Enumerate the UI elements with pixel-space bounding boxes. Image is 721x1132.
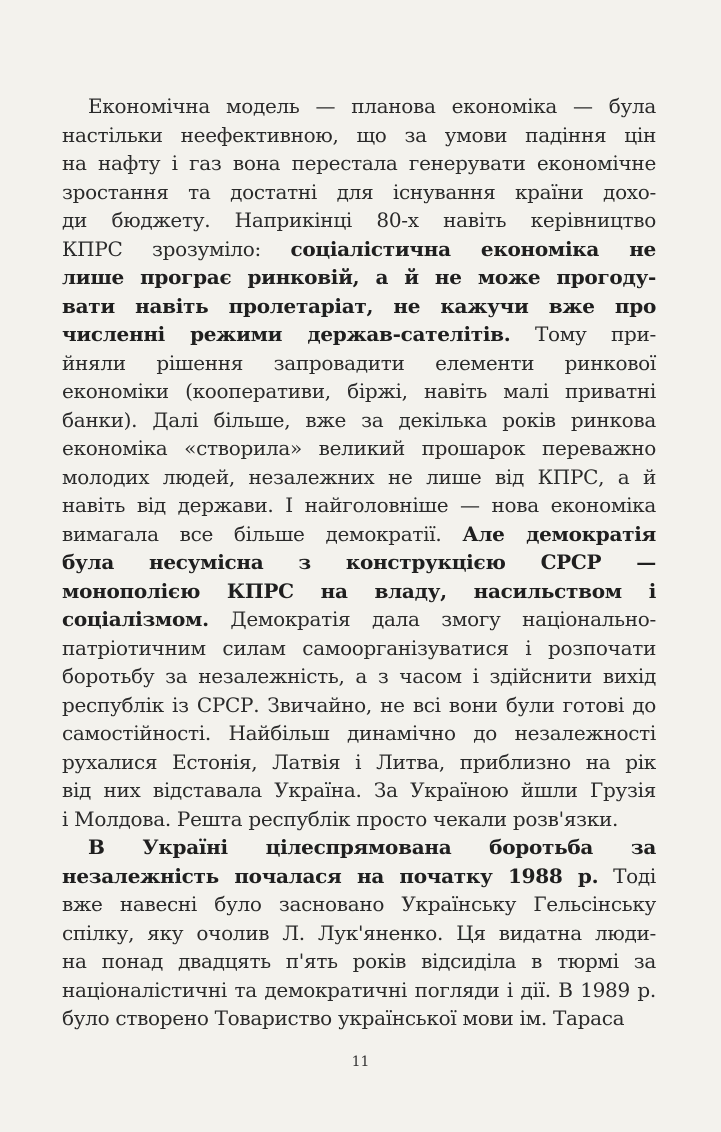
text-segment: настільки неефективною, що за умови падіння цін [62,122,656,147]
text-line [62,434,656,463]
text-line [62,634,656,663]
text-segment: самостійності. Найбільш динамічно до незалежності [62,721,656,745]
text-segment: йняли рішення запровадити елементи ринкової [62,350,656,375]
text-line [62,121,656,150]
text-line [62,719,656,748]
body-text [62,92,656,1033]
text-line [62,178,656,207]
text-line [62,548,656,577]
text-line [62,235,656,264]
bold-text-segment: незалежність почалася на початку 1988 р. [62,863,599,888]
text-segment: КПРС зрозуміло: [62,236,291,261]
text-segment: націоналістичні та демократичні погляди і дії. В 1989 р. [62,977,656,1002]
text-line [62,349,656,378]
text-segment: і Молдова. Решта республік просто чекали розв'язки. [62,806,619,831]
text-segment: вже навесні було засновано Українську Гельсінську [62,892,656,916]
text-segment: навіть від держави. І найголовніше — нова економіка [62,493,656,517]
text-line [62,976,656,1005]
bold-text-segment: численні режими держав-сателітів. [62,322,511,346]
text-segment: було створено Товариство української мови ім. Тараса [62,1006,625,1030]
text-line [62,406,656,435]
text-segment: спілку, яку очолив Л. Лук'яненко. Ця видатна люди- [62,920,656,945]
bold-text-segment: була несумісна з конструкцією СРСР — [62,550,656,574]
text-line [62,577,656,606]
text-segment: зростання та достатні для існування країни дохо- [62,179,656,204]
text-line [62,149,656,178]
text-line [62,377,656,406]
text-line [62,92,656,121]
bold-text-segment: соціалізмом. [62,607,209,631]
text-line [62,805,656,834]
bold-text-segment: вати навіть пролетаріат, не кажучи вже про [62,293,656,318]
text-line [62,919,656,948]
text-segment: ди бюджету. Наприкінці 80-х навіть керівництво [62,208,656,232]
text-line [62,520,656,549]
text-line [62,263,656,292]
text-line [62,605,656,634]
text-line [62,691,656,720]
text-line [62,491,656,520]
text-segment: від них відставала Україна. За Україною йшли Грузія [62,778,656,802]
text-line [62,947,656,976]
text-line [62,890,656,919]
text-line [62,662,656,691]
page-number: 11 [351,1054,370,1070]
text-line [62,862,656,891]
text-segment: вимагала все більше демократії. [62,521,463,546]
text-segment: на нафту і газ вона перестала генерувати економічне [62,151,656,175]
text-segment: Економічна модель — планова економіка — була [88,94,656,118]
text-segment: Тому при- [510,322,656,346]
text-segment: рухалися Естонія, Латвія і Литва, приблизно на рік [62,749,656,774]
text-line [62,833,656,862]
bold-text-segment: лише програє ринковій, а й не може прогоду- [62,265,656,289]
text-line [62,320,656,349]
text-segment: патріотичним силам самоорганізуватися і розпочати [62,635,656,660]
text-line [62,748,656,777]
text-segment: економіка «створила» великий прошарок переважно [62,436,656,460]
text-segment: боротьбу за незалежність, а з часом і здійснити вихід [62,664,656,688]
text-segment: Демократія дала змогу національно- [208,607,656,631]
bold-text-segment: В Україні цілеспрямована боротьба за [88,835,656,859]
bold-text-segment: соціалістична економіка не [290,236,656,261]
text-line [62,463,656,492]
text-segment: банки). Далі більше, вже за декілька років ринкова [62,407,656,432]
text-line [62,776,656,805]
text-line [62,206,656,235]
bold-text-segment: Але демократія [462,521,656,546]
text-segment: республік із СРСР. Звичайно, не всі вони були готові до [62,692,656,717]
text-line [62,292,656,321]
text-segment: економіки (кооперативи, біржі, навіть малі приватні [62,379,656,403]
text-line [62,1004,656,1033]
text-segment: молодих людей, незалежних не лише від КПРС, а й [62,464,656,489]
bold-text-segment: монополією КПРС на владу, насильством і [62,578,656,603]
text-segment: Тоді [598,863,656,888]
text-segment: на понад двадцять п'ять років відсиділа в тюрмі за [62,949,656,973]
